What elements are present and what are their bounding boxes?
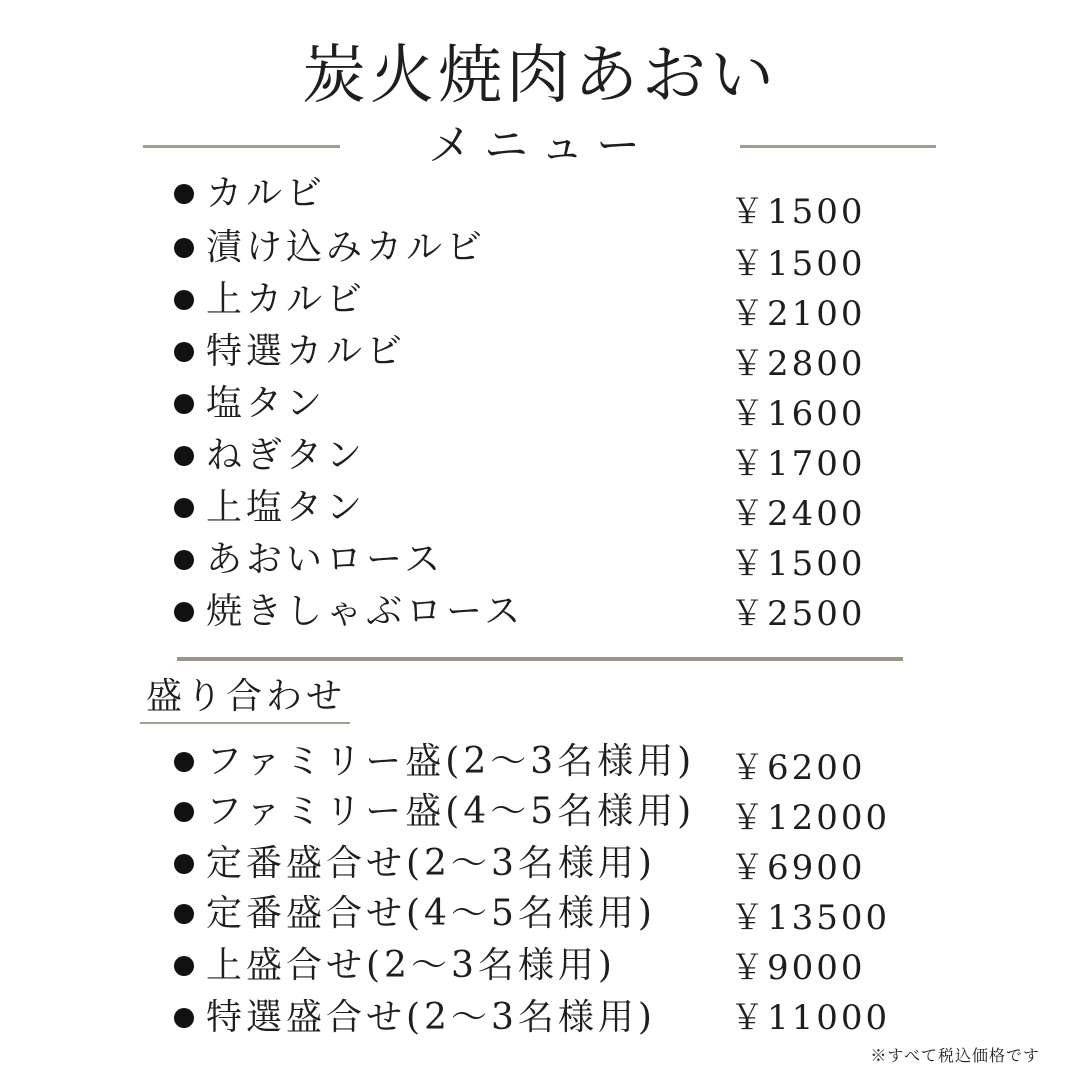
menu-item	[170, 328, 890, 384]
platter-item-price: ￥11000	[730, 998, 891, 1038]
platter-item-price: ￥9000	[730, 948, 866, 988]
bullet-icon	[174, 956, 194, 976]
bullet-icon	[174, 802, 194, 822]
menu-item-name: カルビ	[206, 173, 327, 214]
platter-item-name: 特選盛合せ(2〜3名様用)	[206, 997, 656, 1038]
menu-item	[170, 380, 890, 434]
title-rule-right	[740, 145, 936, 148]
menu-item	[170, 224, 890, 284]
menu-item-name: ねぎタン	[206, 435, 367, 476]
platter-item	[170, 788, 890, 838]
platter-item-name: 定番盛合せ(4〜5名様用)	[206, 893, 656, 934]
menu-item-name: あおいロース	[206, 539, 445, 580]
menu-item-name: 焼きしゃぶロース	[206, 591, 525, 632]
menu-item-price: ￥2800	[730, 344, 866, 384]
heading-underline	[140, 722, 350, 724]
platter-item	[170, 994, 890, 1044]
bullet-icon	[174, 904, 194, 924]
menu-item-price: ￥2400	[730, 494, 866, 534]
restaurant-name: 炭火焼肉あおい	[302, 39, 778, 113]
platter-item	[170, 840, 890, 890]
menu-item-price: ￥1500	[730, 192, 866, 232]
bullet-icon	[174, 394, 194, 414]
tax-note: ※すべて税込価格です	[870, 1046, 1040, 1065]
bullet-icon	[174, 446, 194, 466]
platters-heading: 盛り合わせ	[146, 676, 347, 717]
platter-item-price: ￥12000	[730, 798, 891, 838]
bullet-icon	[174, 550, 194, 570]
menu-item-price: ￥1700	[730, 444, 866, 484]
bullet-icon	[174, 290, 194, 310]
bullet-icon	[174, 184, 194, 204]
menu-item-name: 特選カルビ	[206, 331, 407, 372]
menu-item	[170, 588, 890, 638]
menu-item-name: 塩タン	[206, 383, 327, 424]
menu-item-price: ￥1500	[730, 244, 866, 284]
menu-item-name: 上塩タン	[206, 487, 367, 528]
menu-item	[170, 536, 890, 586]
menu-item-name: 漬け込みカルビ	[206, 227, 487, 268]
platter-item-name: 定番盛合せ(2〜3名様用)	[206, 843, 656, 884]
menu-item	[170, 172, 890, 232]
menu-item-price: ￥2100	[730, 294, 866, 334]
menu-title: メニュー	[428, 120, 652, 171]
platter-item	[170, 890, 890, 940]
platter-item-price: ￥6200	[730, 748, 866, 788]
section-divider	[177, 657, 903, 661]
platter-item	[170, 738, 890, 788]
bullet-icon	[174, 854, 194, 874]
bullet-icon	[174, 602, 194, 622]
menu-item	[170, 276, 890, 334]
platter-item-price: ￥6900	[730, 848, 866, 888]
menu-item-price: ￥1600	[730, 394, 866, 434]
menu-item-price: ￥2500	[730, 594, 866, 634]
menu-item	[170, 432, 890, 482]
menu-item-price: ￥1500	[730, 544, 866, 584]
platter-item-name: 上盛合せ(2〜3名様用)	[206, 945, 616, 986]
menu-item	[170, 484, 890, 534]
platter-item-name: ファミリー盛(4〜5名様用)	[206, 791, 696, 832]
bullet-icon	[174, 752, 194, 772]
platter-item	[170, 942, 890, 992]
menu-item-name: 上カルビ	[206, 279, 367, 320]
bullet-icon	[174, 1008, 194, 1028]
platter-item-name: ファミリー盛(2〜3名様用)	[206, 741, 696, 782]
bullet-icon	[174, 342, 194, 362]
platter-item-price: ￥13500	[730, 898, 891, 938]
bullet-icon	[174, 498, 194, 518]
bullet-icon	[174, 238, 194, 258]
